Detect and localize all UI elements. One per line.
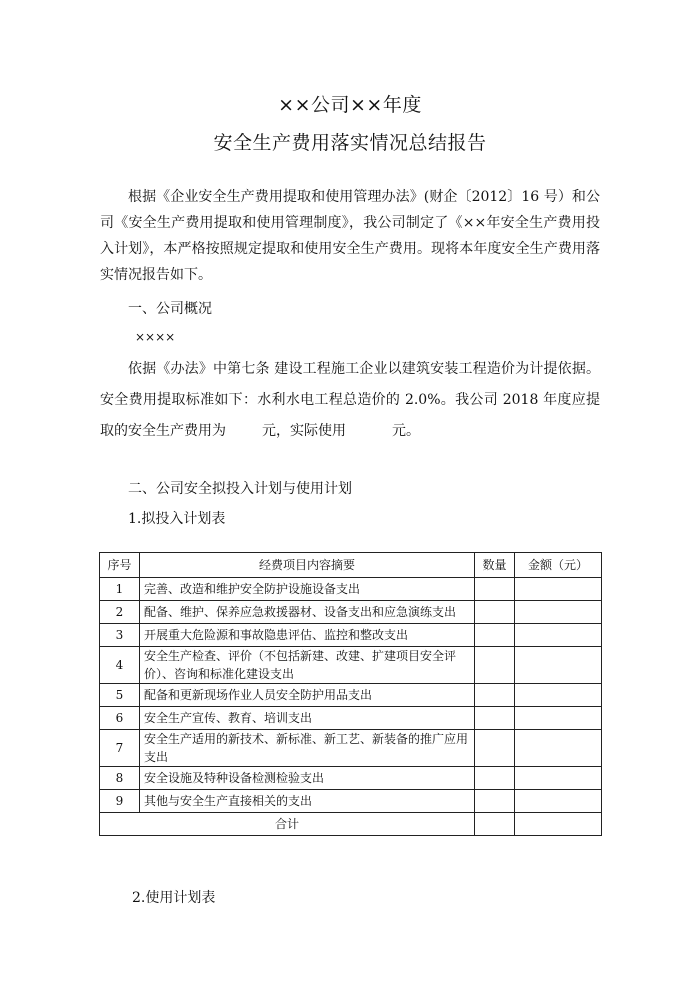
basis-text: 依据《办法》中第七条 建设工程施工企业以建筑安装工程造价为计提依据。安全费用提取标准如下：水利水电工程总造价的 2.0%。我公司 2018 年度应提取的安全生产费用为 (100, 361, 600, 439)
row-no: 8 (100, 767, 140, 790)
section1-heading: 一、公司概况 (128, 301, 212, 317)
table2-caption: 2.使用计划表 (132, 890, 216, 906)
header-qty: 数量 (475, 553, 515, 578)
table-header-row (100, 553, 602, 578)
row-item: 安全生产宣传、教育、培训支出 (140, 707, 475, 730)
row-no: 7 (100, 730, 140, 767)
table1-caption: 1.拟投入计划表 (128, 511, 226, 527)
row-amount (515, 624, 602, 647)
row-amount (515, 767, 602, 790)
table-row (100, 790, 602, 813)
basis-paragraph (100, 354, 600, 447)
table-row (100, 578, 602, 601)
row-amount (515, 601, 602, 624)
row-item: 完善、改造和维护安全防护设施设备支出 (140, 578, 475, 601)
report-title-line1: ××公司××年度 (278, 94, 422, 116)
table-row (100, 647, 602, 684)
row-no: 1 (100, 578, 140, 601)
row-amount (515, 707, 602, 730)
total-label: 合计 (100, 813, 475, 836)
total-amount (515, 813, 602, 836)
row-item: 安全生产适用的新技术、新标准、新工艺、新装备的推广应用支出 (140, 730, 475, 767)
table-row (100, 730, 602, 767)
row-no: 4 (100, 647, 140, 684)
report-title-line2: 安全生产费用落实情况总结报告 (213, 132, 487, 154)
row-qty (475, 707, 515, 730)
row-no: 5 (100, 684, 140, 707)
table-row (100, 707, 602, 730)
basis-text-end: 元。 (392, 423, 420, 439)
header-item: 经费项目内容摘要 (140, 553, 475, 578)
total-qty (475, 813, 515, 836)
company-overview-placeholder: ×××× (135, 330, 176, 344)
row-qty (475, 767, 515, 790)
row-amount (515, 684, 602, 707)
table-row (100, 624, 602, 647)
row-amount (515, 578, 602, 601)
row-amount (515, 647, 602, 684)
section2-heading: 二、公司安全拟投入计划与使用计划 (128, 481, 352, 497)
row-qty (475, 790, 515, 813)
row-no: 6 (100, 707, 140, 730)
row-qty (475, 730, 515, 767)
table-row (100, 601, 602, 624)
row-qty (475, 684, 515, 707)
row-qty (475, 624, 515, 647)
row-qty (475, 647, 515, 684)
row-amount (515, 730, 602, 767)
row-no: 3 (100, 624, 140, 647)
row-item: 安全生产检查、评价（不包括新建、改建、扩建项目安全评价）、咨询和标准化建设支出 (140, 647, 475, 684)
header-amount: 金额（元） (515, 553, 602, 578)
intro-paragraph: 根据《企业安全生产费用提取和使用管理办法》(财企〔2012〕16 号）和公司《安全生产费用提取和使用管理制度》，我公司制定了《××年安全生产费用投入计划》，本严格按照规定提取和使用安全生产费用。现将本年度安全生产费用落实情况报告如下。 (100, 189, 600, 283)
row-no: 9 (100, 790, 140, 813)
row-item: 配备、维护、保养应急救援器材、设备支出和应急演练支出 (140, 601, 475, 624)
row-qty (475, 601, 515, 624)
basis-text-used: 元，实际使用 (262, 423, 346, 439)
row-item: 安全设施及特种设备检测检验支出 (140, 767, 475, 790)
row-item: 其他与安全生产直接相关的支出 (140, 790, 475, 813)
header-no: 序号 (100, 553, 140, 578)
row-amount (515, 790, 602, 813)
row-no: 2 (100, 601, 140, 624)
table-row (100, 767, 602, 790)
investment-plan-table (99, 552, 602, 836)
row-item: 配备和更新现场作业人员安全防护用品支出 (140, 684, 475, 707)
row-item: 开展重大危险源和事故隐患评估、监控和整改支出 (140, 624, 475, 647)
row-qty (475, 578, 515, 601)
table-row (100, 684, 602, 707)
table-total-row (100, 813, 602, 836)
